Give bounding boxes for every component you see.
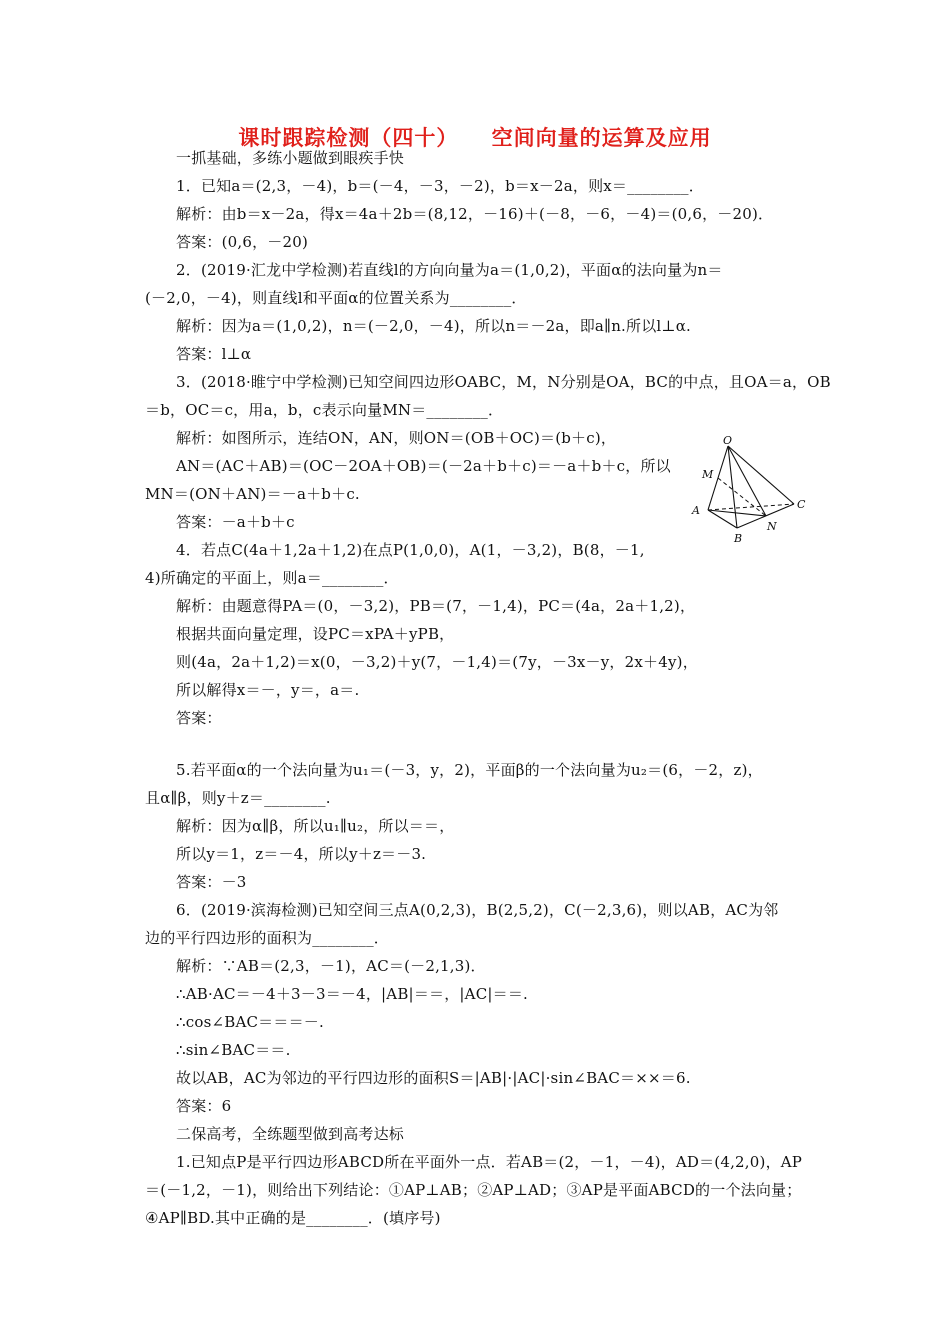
solution-5-line-2: 所以y＝1，z＝－4，所以y＋z＝－3. bbox=[176, 845, 427, 863]
edge-oc bbox=[728, 446, 794, 504]
solution-6-line-5: 故以AB，AC为邻边的平行四边形的面积S＝|AB|·|AC|·sin∠BAC＝××＝6. bbox=[176, 1069, 691, 1087]
solution-3-line-2: AN＝(AC＋AB)＝(OC－2OA＋OB)＝(－2a＋b＋c)＝－a＋b＋c，所以 bbox=[176, 457, 671, 475]
solution-6-line-2: ∴AB·AC＝－4＋3－3＝－4，|AB|＝＝，|AC|＝＝. bbox=[176, 985, 528, 1003]
edge-on bbox=[728, 446, 766, 516]
answer-2: 答案：l⊥α bbox=[176, 345, 252, 363]
solution-4-line-2: 根据共面向量定理，设PC＝xPA＋yPB， bbox=[176, 625, 455, 643]
answer-4: 答案： bbox=[176, 709, 222, 727]
question-2-line-2: (－2,0，－4)，则直线l和平面α的位置关系为________． bbox=[145, 289, 527, 307]
question-4-line-1: 4．若点C(4a＋1,2a＋1,2)在点P(1,0,0)，A(1，－3,2)，B(8，－1, bbox=[176, 541, 645, 559]
edge-mn-hidden bbox=[718, 478, 766, 516]
question-2-line-1: 2．(2019·汇龙中学检测)若直线l的方向向量为a＝(1,0,2)，平面α的法向量为n＝ bbox=[176, 261, 723, 279]
question-6-line-2: 边的平行四边形的面积为________． bbox=[145, 929, 390, 947]
page-title: 课时跟踪检测（四十） 空间向量的运算及应用 bbox=[238, 126, 712, 150]
label-m: M bbox=[702, 468, 714, 481]
section-heading-basic: 一抓基础，多练小题做到眼疾手快 bbox=[176, 149, 405, 167]
solution-6-line-1: 解析：∵AB＝(2,3，－1)，AC＝(－2,1,3)． bbox=[176, 957, 486, 975]
label-o: O bbox=[723, 436, 733, 447]
tetrahedron-figure bbox=[690, 436, 814, 548]
section-heading-exam: 二保高考，全练题型做到高考达标 bbox=[176, 1125, 405, 1143]
question-5-line-1: 5.若平面α的一个法向量为u₁＝(－3，y，2)，平面β的一个法向量为u₂＝(6，－2，z)， bbox=[176, 761, 763, 779]
label-b: B bbox=[734, 532, 743, 545]
solution-4-line-3: 则(4a，2a＋1,2)＝x(0，－3,2)＋y(7，－1,4)＝(7y，－3x－y，2x＋4y)， bbox=[176, 653, 698, 671]
solution-2: 解析：因为a＝(1,0,2)，n＝(－2,0，－4)，所以n＝－2a，即a∥n.所以l⊥α. bbox=[176, 317, 692, 335]
exam-question-1-line-2: ＝(－1,2，－1)，则给出下列结论：①AP⊥AB；②AP⊥AD；③AP是平面ABCD的一个法向量； bbox=[145, 1181, 802, 1199]
answer-5: 答案：－3 bbox=[176, 873, 247, 891]
question-6-line-1: 6．(2019·滨海检测)已知空间三点A(0,2,3)，B(2,5,2)，C(－2,3,6)，则以AB，AC为邻 bbox=[176, 901, 779, 919]
answer-1: 答案：(0,6，－20) bbox=[176, 233, 309, 251]
exam-question-1-line-3: ④AP∥BD.其中正确的是________．(填序号) bbox=[145, 1209, 441, 1227]
label-n: N bbox=[767, 520, 777, 533]
question-1: 1．已知a＝(2,3，－4)，b＝(－4，－3，－2)，b＝x－2a，则x＝________． bbox=[176, 177, 704, 195]
question-3-line-1: 3．(2018·睢宁中学检测)已知空间四边形OABC，M，N分别是OA，BC的中点，且OA＝a，OB bbox=[176, 373, 831, 391]
solution-4-line-4: 所以解得x＝－，y＝，a＝. bbox=[176, 681, 360, 699]
solution-1: 解析：由b＝x－2a，得x＝4a＋2b＝(8,12，－16)＋(－8，－6，－4)＝(0,6，－20)． bbox=[176, 205, 774, 223]
solution-5-line-1: 解析：因为α∥β，所以u₁∥u₂，所以＝＝， bbox=[176, 817, 455, 835]
solution-6-line-3: ∴cos∠BAC＝＝＝－. bbox=[176, 1013, 324, 1031]
solution-4-line-1: 解析：由题意得PA＝(0，－3,2)，PB＝(7，－1,4)，PC＝(4a，2a＋1,2)， bbox=[176, 597, 696, 615]
solution-3-line-3: MN＝(ON＋AN)＝－a＋b＋c. bbox=[145, 485, 360, 503]
label-a: A bbox=[692, 504, 700, 517]
exam-question-1-line-1: 1.已知点P是平行四边形ABCD所在平面外一点．若AB＝(2，－1，－4)，AD＝(4,2,0)，AP bbox=[176, 1153, 803, 1171]
solution-3-line-1: 解析：如图所示，连结ON，AN，则ON＝(OB＋OC)＝(b＋c)， bbox=[176, 429, 617, 447]
question-5-line-2: 且α∥β，则y＋z＝________. bbox=[145, 789, 331, 807]
solution-6-line-4: ∴sin∠BAC＝＝. bbox=[176, 1041, 291, 1059]
question-4-line-2: 4)所确定的平面上，则a＝________． bbox=[145, 569, 399, 587]
question-3-line-2: ＝b，OC＝c，用a，b，c表示向量MN＝________． bbox=[145, 401, 504, 419]
label-c: C bbox=[797, 498, 806, 511]
answer-3: 答案：－a＋b＋c bbox=[176, 513, 295, 531]
answer-6: 答案：6 bbox=[176, 1097, 232, 1115]
